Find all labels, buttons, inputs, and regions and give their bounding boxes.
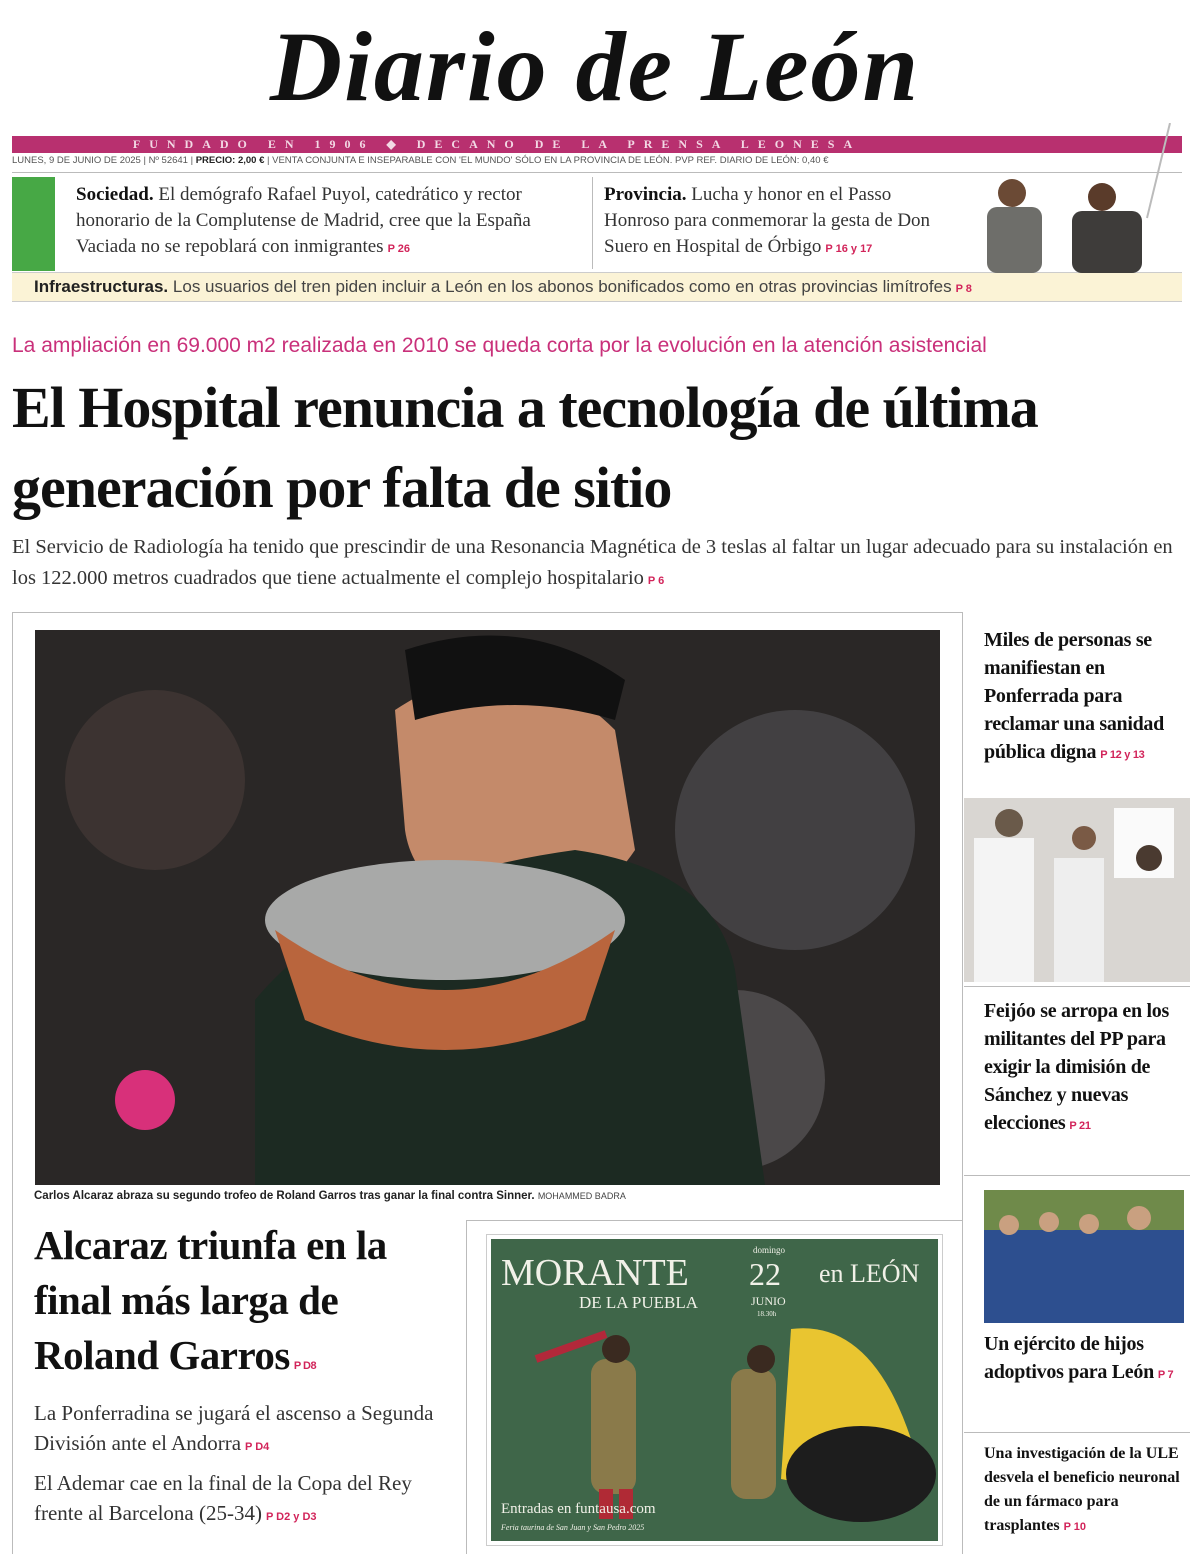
teaser-text: El demógrafo Rafael Puyol, catedrático y rector honorario de la Complutense de Madrid, cree que la España Vaciada no se repoblará con inmigrantes — [76, 184, 531, 257]
story-text: Feijóo se arropa en los militantes del PP para exigir la dimisión de Sánchez y nuevas elecciones — [984, 1000, 1169, 1134]
teaser-text: Lucha y honor en el Passo Honroso para conmemorar la gesta de Don Suero en Hospital de Órbigo — [604, 184, 931, 257]
teaser-section: Provincia. — [604, 184, 687, 205]
divider — [592, 177, 593, 269]
right-story-ponferrada[interactable] — [984, 626, 1189, 769]
ad-day: domingo — [753, 1245, 786, 1255]
story-text: Un ejército de hijos adoptivos para León — [984, 1333, 1154, 1383]
photo-caption — [34, 1190, 626, 1202]
page-ref: P 16 y 17 — [825, 243, 873, 255]
ad-name: MORANTE — [501, 1252, 689, 1294]
photo-credit: MOHAMMED BADRA — [537, 1191, 626, 1201]
teaser-provincia[interactable] — [604, 182, 939, 262]
page-ref: P 21 — [1069, 1120, 1091, 1132]
ad-month: JUNIO — [751, 1294, 786, 1308]
divider — [964, 1432, 1190, 1433]
date: LUNES, 9 DE JUNIO DE 2025 | Nº 52641 | — [12, 155, 194, 166]
sport-headline[interactable] — [34, 1218, 464, 1394]
brief-text: El Ademar cae en la final de la Copa del Rey frente al Barcelona (25-34) — [34, 1471, 412, 1525]
deck-text: El Servicio de Radiología ha tenido que prescindir de una Resonancia Magnética de 3 teslas al faltar un lugar adecuado para su instalación en los 122.000 metros cuadrados que tiene actualmente el complejo hospitalario — [12, 536, 1173, 589]
alcaraz-trophy-photo[interactable] — [35, 630, 940, 1185]
sale-note: | VENTA CONJUNTA E INSEPARABLE CON 'EL MUNDO' SÓLO EN LA PROVINCIA DE LEÓN. PVP REF. DIARIO DE LEÓN: 0,40 € — [267, 155, 829, 166]
page-ref: P 6 — [647, 575, 665, 587]
teaser-section: Sociedad. — [76, 184, 154, 205]
divider — [964, 1175, 1190, 1176]
brief-text: La Ponferradina se jugará el ascenso a Segunda División ante el Andorra — [34, 1401, 434, 1455]
right-story-ule[interactable] — [984, 1442, 1189, 1539]
section-color-block — [12, 177, 55, 271]
right-story-feijoo[interactable] — [984, 997, 1189, 1140]
page-ref: P D4 — [245, 1441, 270, 1453]
divider — [466, 1220, 963, 1221]
story-text: Miles de personas se manifiestan en Ponferrada para reclamar una sanidad pública digna — [984, 629, 1164, 763]
ad-sub: DE LA PUEBLA — [579, 1293, 698, 1312]
page-ref: P D8 — [293, 1360, 317, 1372]
caption-text: Carlos Alcaraz abraza su segundo trofeo de Roland Garros tras ganar la final contra Sinner. — [34, 1190, 535, 1202]
teaser-row — [12, 172, 1182, 270]
lead-kicker: La ampliación en 69.000 m2 realizada en 2010 se queda corta por la evolución en la atención asistencial — [12, 334, 987, 357]
strip-section: Infraestructuras. — [34, 277, 169, 296]
ad-city: en LEÓN — [819, 1259, 920, 1288]
page-ref: P 7 — [1157, 1369, 1174, 1381]
morante-advertisement[interactable] — [487, 1235, 942, 1545]
brief-ponferradina[interactable] — [34, 1398, 454, 1462]
page-ref: P 10 — [1063, 1521, 1086, 1533]
knights-photo — [952, 123, 1182, 273]
teaser-sociedad[interactable] — [76, 182, 581, 262]
page-ref: P D2 y D3 — [265, 1511, 317, 1523]
page-ref: P 26 — [387, 243, 411, 255]
page-ref: P 8 — [955, 283, 972, 295]
masthead-logo: Diario de León — [269, 11, 921, 122]
dateline — [12, 155, 828, 166]
page-ref: P 12 y 13 — [1100, 749, 1145, 761]
divider — [964, 986, 1190, 987]
ad-tickets[interactable]: Entradas en funtausa.com — [501, 1501, 656, 1517]
ad-date: 22 — [749, 1256, 781, 1292]
protest-photo — [964, 798, 1190, 982]
ad-fair: Feria taurina de San Juan y San Pedro 2025 — [501, 1523, 645, 1532]
story-text: Una investigación de la ULE desvela el beneficio neuronal de un fármaco para trasplantes — [984, 1445, 1180, 1534]
military-photo — [984, 1190, 1184, 1323]
headline-text: Alcaraz triunfa en la final más larga de Roland Garros — [34, 1222, 387, 1378]
strip-text: Los usuarios del tren piden incluir a León en los abonos bonificados como en otras provincias limítrofes — [172, 277, 952, 296]
masthead-band: FUNDADO EN 1906 ◆ DECANO DE LA PRENSA LEONESA — [12, 136, 1182, 153]
divider — [466, 1220, 467, 1554]
right-story-ejercito[interactable] — [984, 1330, 1189, 1389]
lead-deck — [12, 532, 1192, 597]
infra-strip[interactable] — [12, 272, 1182, 302]
brief-ademar[interactable] — [34, 1468, 454, 1532]
ad-time: 18.30h — [757, 1310, 777, 1318]
lead-headline[interactable]: El Hospital renuncia a tecnología de última generación por falta de sitio — [12, 375, 1038, 520]
price: PRECIO: 2,00 € — [195, 155, 265, 166]
